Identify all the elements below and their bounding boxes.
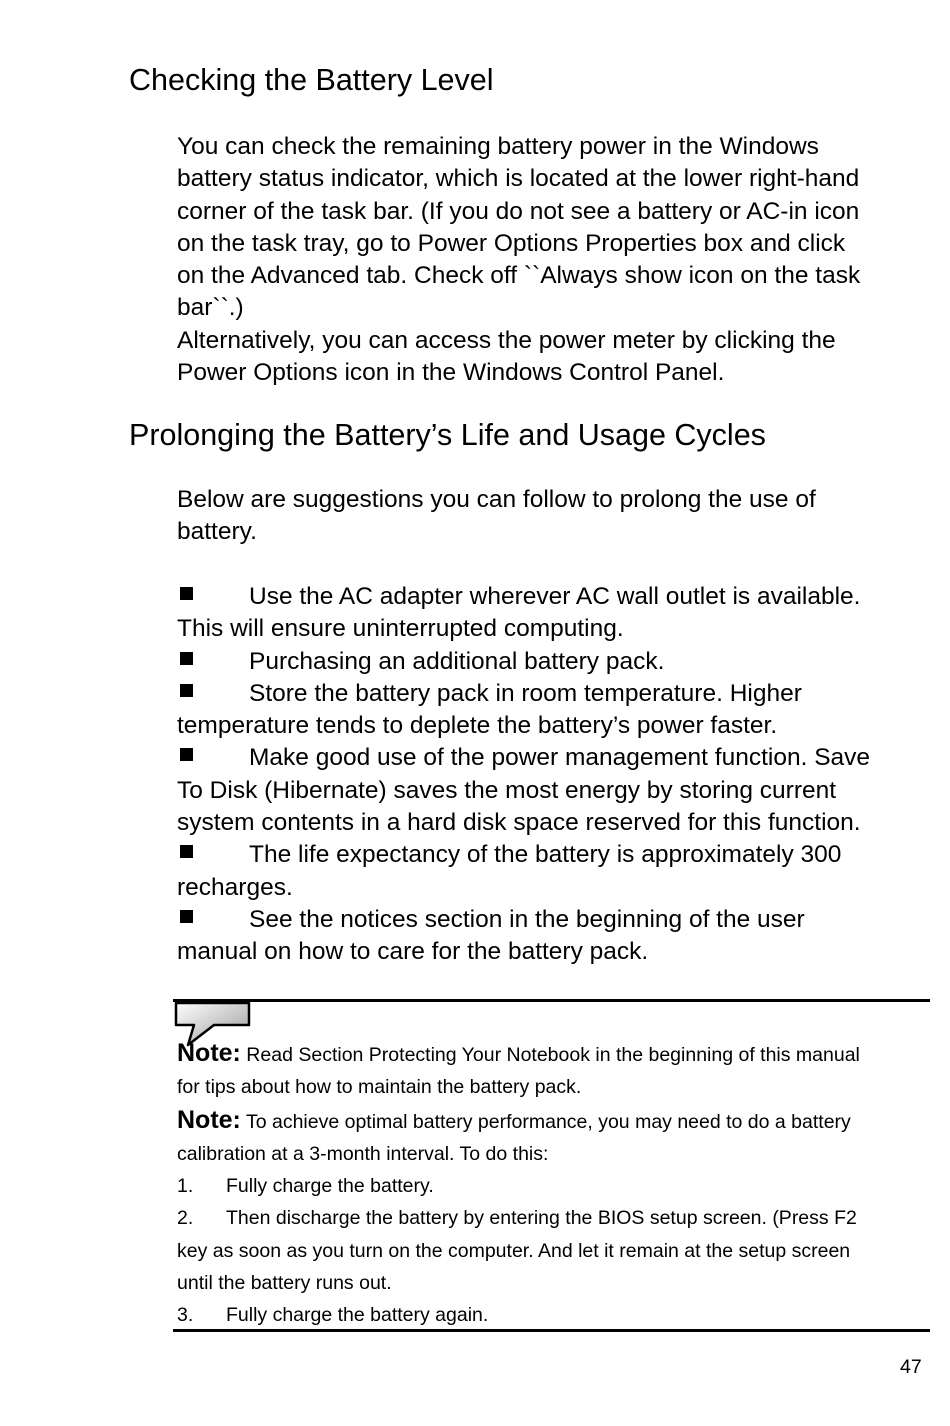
text-line: on the task tray, go to Power Options Properties box and click xyxy=(177,229,846,257)
text-line: Power Options icon in the Windows Control Panel. xyxy=(177,359,725,387)
bullet-square-icon xyxy=(177,839,249,871)
text-line: Below are suggestions you can follow to prolong the use of xyxy=(177,486,816,513)
note-text: calibration at a 3-month interval. To do this: xyxy=(177,1142,549,1165)
step-text: key as soon as you turn on the computer. And let it remain at the setup screen xyxy=(177,1239,851,1262)
step-text: until the battery runs out. xyxy=(177,1272,392,1295)
list-item xyxy=(177,839,929,904)
text-line: corner of the task bar. (If you do not see a battery or AC-in icon xyxy=(177,197,860,225)
paragraph-checking-battery xyxy=(177,131,929,389)
bullet-square-icon xyxy=(177,581,249,613)
bullet-text: The life expectancy of the battery is approximately 300 xyxy=(249,841,842,869)
note-top-rule xyxy=(173,999,930,1002)
note-bottom-rule xyxy=(173,1329,930,1332)
list-item xyxy=(177,1202,929,1234)
bullet-text: Purchasing an additional battery pack. xyxy=(249,647,665,675)
list-item xyxy=(177,678,929,743)
text-line: battery status indicator, which is located at the lower right-hand xyxy=(177,165,860,193)
bullet-text: To Disk (Hibernate) saves the most energy by storing current xyxy=(177,776,837,804)
bullet-text: manual on how to care for the battery pack. xyxy=(177,938,649,966)
text-line: on the Advanced tab. Check off ``Always show icon on the task xyxy=(177,262,861,290)
page-number: 47 xyxy=(900,1356,922,1378)
paragraph-prolonging-intro xyxy=(177,484,929,549)
note-label: Note: xyxy=(177,1039,241,1067)
bullet-square-icon xyxy=(177,646,249,678)
bullet-text: recharges. xyxy=(177,873,293,901)
step-text: Fully charge the battery again. xyxy=(226,1304,489,1327)
list-item xyxy=(177,904,929,969)
text-line: You can check the remaining battery power in the Windows xyxy=(177,133,819,160)
list-item xyxy=(177,1170,929,1202)
bullet-text: Store the battery pack in room temperature. Higher xyxy=(249,679,802,707)
list-item xyxy=(177,1299,929,1331)
bullet-text: Use the AC adapter wherever AC wall outlet is available. xyxy=(249,583,861,610)
bullet-square-icon xyxy=(177,678,249,710)
text-line: Alternatively, you can access the power meter by clicking the xyxy=(177,326,836,354)
step-number: 3. xyxy=(177,1304,194,1327)
step-text: Then discharge the battery by entering the BIOS setup screen. (Press F2 xyxy=(226,1207,857,1230)
note-text: Read Section Protecting Your Notebook in the beginning of this manual xyxy=(240,1044,860,1066)
bullet-text: system contents in a hard disk space reserved for this function. xyxy=(177,809,861,837)
step-number: 2. xyxy=(177,1207,194,1230)
bullet-list xyxy=(177,581,929,969)
heading-prolonging-battery: Prolonging the Battery’s Life and Usage Cycles xyxy=(129,418,766,452)
list-item xyxy=(177,646,929,678)
bullet-text: Make good use of the power management function. Save xyxy=(249,744,871,772)
bullet-text: This will ensure uninterrupted computing. xyxy=(177,615,624,643)
bullet-text: temperature tends to deplete the battery’s power faster. xyxy=(177,712,778,740)
text-line: battery. xyxy=(177,518,257,546)
note-block xyxy=(177,1037,929,1332)
step-number: 1. xyxy=(177,1175,194,1198)
list-item xyxy=(177,742,929,839)
list-item xyxy=(177,581,929,646)
step-text: Fully charge the battery. xyxy=(226,1175,434,1198)
note-label: Note: xyxy=(177,1105,241,1134)
note-text: for tips about how to maintain the battery pack. xyxy=(177,1076,582,1099)
note-text: To achieve optimal battery performance, you may need to do a battery xyxy=(240,1110,851,1133)
text-line: bar``.) xyxy=(177,294,244,322)
heading-checking-battery: Checking the Battery Level xyxy=(129,63,494,97)
bullet-square-icon xyxy=(177,904,249,936)
bullet-text: See the notices section in the beginning of the user xyxy=(249,905,805,933)
bullet-square-icon xyxy=(177,742,249,774)
